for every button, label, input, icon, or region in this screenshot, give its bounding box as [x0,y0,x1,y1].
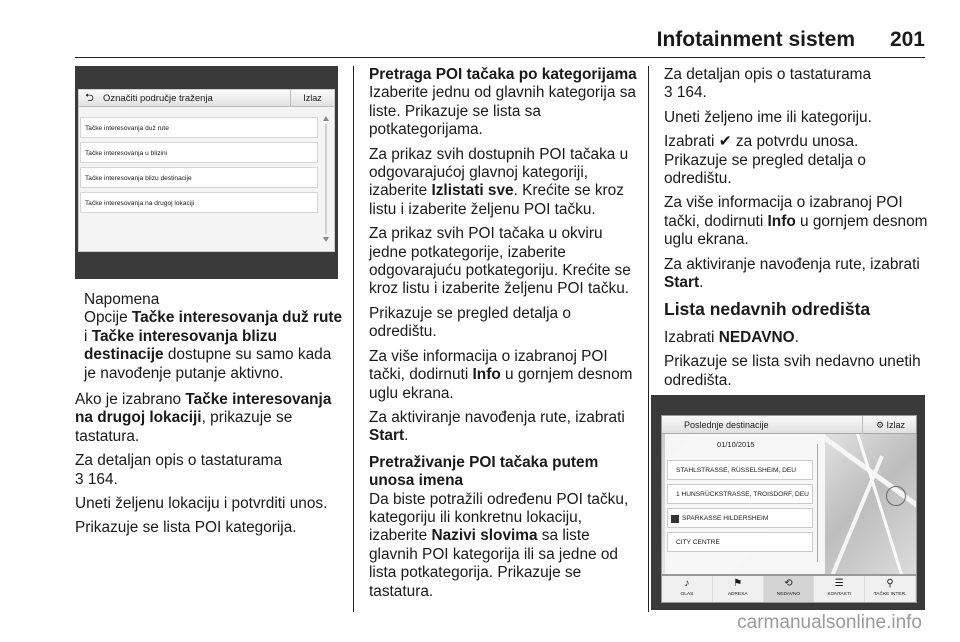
paragraph: Za prikaz svih dostupnih POI tačaka u odgovarajućoj glavnoj kategoriji, izaberite Izlistati sve. Krećite se kroz listu i izaberite željenu POI tačku. [369,145,629,218]
subheading: Pretraživanje POI tačaka putem unosa imena [369,453,599,490]
list-item[interactable]: Tačke interesovanja na drugoj lokaciji [80,192,318,213]
list-item[interactable]: STAHLSTRASSE, RÜSSELSHEIM, DEU [667,460,813,480]
paragraph: Prikazuje se lista POI kategorija. [75,519,297,537]
scrollbar[interactable] [817,444,822,562]
screen-panel [78,89,335,252]
exit-button[interactable]: ⚙ Izlaz [862,416,917,434]
list-item[interactable]: CITY CENTRE [667,532,813,552]
screenshot-recent-destinations [651,395,925,610]
tab-voice[interactable]: ♪ GLAS [662,576,713,602]
paragraph: Prikazuje se lista svih nedavno unetih odredišta. [664,353,921,389]
list-item[interactable]: Tačke interesovanja duž rute [80,117,318,138]
cross-reference: 3 164. [75,470,118,488]
compass-icon[interactable] [886,486,906,506]
column-divider [353,66,354,612]
paragraph: Za prikaz svih POI tačaka u okviru jedne potkategorije, izaberite odgovarajuću potkategoriju. Krećite se kroz listu i izaberite željenu POI tačku. [369,225,631,298]
exit-button[interactable]: Izlaz [290,90,334,107]
poi-icon [671,515,679,523]
column-divider [648,66,649,612]
paragraph: Izabrati ✔ za potvrdu unosa. [664,133,859,151]
screen-title: Poslednje destinacije [684,420,769,430]
paragraph: Prikazuje se pregled detalja o odredištu. [369,304,571,341]
note-title: Napomena [84,291,160,308]
list-item[interactable]: Tačke interesovanja u blizini [80,142,318,163]
list-item[interactable]: 1 HUNSRÜCKSTRASSE, TROISDORF, DEU [667,484,813,504]
screenshot-search-area [75,66,338,279]
section-heading: Lista nedavnih odredišta [664,299,871,320]
paragraph: Za detaljan opis o tastaturama 3 164. [75,452,283,488]
watermark: carmanualsonline.info [737,612,922,633]
subheading: Pretraga POI tačaka po kategorijama [369,66,637,83]
date-label: 01/10/2015 [717,440,755,449]
back-arrow-icon[interactable]: ⮌ [85,92,94,104]
note-text: Opcije Tačke interesovanja duž rute i Tačke interesovanja blizu destinacije dostupne su samo kada je navođenje putanje aktivno. [84,309,343,382]
paragraph: Uneti željenu lokaciju i potvrditi unos. [75,495,328,513]
paragraph: Za aktiviranje navođenja rute, izabrati Start. [664,255,920,292]
paragraph: Za više informacija o izabranoj POI tački, dodirnuti Info u gornjem desnom uglu ekrana. [369,347,633,402]
screen-title: Označiti područje traženja [103,93,213,104]
paragraph: Izabrati NEDAVNO. [664,328,799,346]
contacts-icon: ☰ [834,578,844,589]
page-number: 201 [889,28,925,51]
destination-list [665,434,825,575]
checkmark-icon: ✔ [718,133,732,151]
section-title: Infotainment sistem [656,28,855,51]
paragraph: Ako je izabrano Tačke interesovanja na drugoj lokaciji, prikazuje se tastatura. [75,391,332,445]
tab-contacts[interactable]: ☰ KONTAKTI [814,576,865,602]
column-2 [369,66,637,607]
paragraph: Da biste potražili određenu POI tačku, kategoriju ili konkretnu lokaciju, izaberite Nazivi slovima sa liste glavnih POI kategorija ili sa jedne od lista potkategorija. Prikazuje se tastatura. [369,490,629,600]
recent-icon: ⟲ [784,578,793,589]
cross-reference: 3 164. [664,84,707,102]
page-header [75,26,925,56]
flag-icon: ⚑ [733,578,743,589]
header-rule [75,57,925,58]
column-3 [664,66,934,396]
note-box [84,291,345,383]
paragraph: Prikazuje se pregled detalja o odredištu. [664,151,866,188]
microphone-icon: ♪ [684,578,690,589]
pin-icon: ⚲ [886,578,894,589]
list-item[interactable]: SPARKASSE HILDERSHEIM [667,508,813,528]
tab-poi[interactable]: ⚲ TAČKE INTER. [865,576,916,602]
paragraph: Za detaljan opis o tastaturama 3 164. [664,66,872,102]
list-item[interactable]: Tačke interesovanja blizu destinacije [80,167,318,188]
paragraph: Za aktiviranje navođenja rute, izabrati Start. [369,408,625,445]
screen-title-bar [662,416,917,434]
paragraph: Uneti željeno ime ili kategoriju. [664,108,872,126]
column-1 [75,291,345,544]
paragraph: Izaberite jednu od glavnih kategorija sa liste. Prikazuje se lista sa potkategorijama. [369,84,636,139]
scrollbar[interactable] [322,114,330,244]
bottom-tab-bar [661,575,917,603]
tab-address[interactable]: ⚑ ADRESA [713,576,764,602]
paragraph: Za više informacija o izabranoj POI tački, dodirnuti Info u gornjem desnom uglu ekrana. [664,194,928,249]
tab-recent[interactable]: ⟲ NEDAVNO [764,576,815,602]
screen-title-bar [79,90,334,107]
map-background [661,415,917,575]
